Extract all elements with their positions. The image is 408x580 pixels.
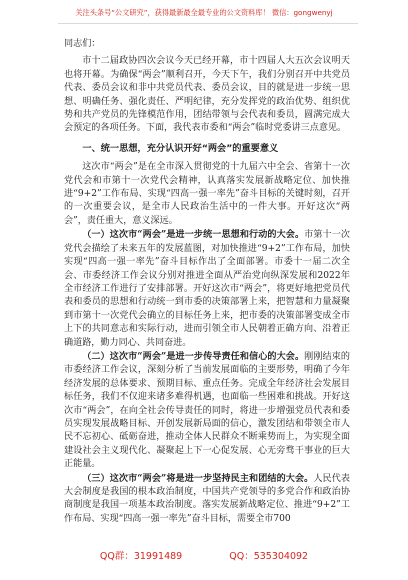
subsection-3-title: （三）这次市“两会”将是进一步坚持民主和团结的大会。	[82, 472, 314, 484]
header-divider	[58, 23, 358, 24]
subsection-1-body: 市第十一次党代会描绘了未来五年的发展蓝图，对加快推进“9+2”工作布局，加快实现“四高一强一率先”奋斗目标作出了全面部署。市委十一届二次全会、市委经济工作会议分别对推进全面从严治党向纵深发展和2022年全市经济工作进行了安排部署。开好这次市“两会”，将更好地把党员代表和委员的思想和行动统一到市委的决策部署上来，把智慧和力量凝聚到市第十一次党代会确立的目标任务上来，把市委的决策部署变成全市上下的共同意志和实际行动，进而引领全市人民朝着正确方向、沿着正确道路，勤力同心、共同奋进。	[64, 230, 350, 348]
footer-contact	[0, 548, 408, 562]
header-banner	[0, 0, 408, 18]
subsection-3-body: 人民代表大会制度是我国的根本政治制度，中国共产党领导的多党合作和政治协商制度是我国一项基本政治制度。落实发展新战略定位、推进“9+2”工作布局、实现“四高一强一率先”奋斗目标，需要全市700	[64, 473, 350, 524]
section-1-paragraph: 这次市“两会”是在全市深入贯彻党的十九届六中全会、省第十一次党代会和市第十一次党代会精神，认真落实发展新战略定位、加快推进“9+2”工作布局、实现“四高一强一率先”奋斗目标的关键时刻，召开的一次重要会议，是全市人民政治生活中的一件大事。开好这次“两会”，责任重大，意义深远。	[64, 162, 350, 226]
document-body	[64, 38, 350, 526]
subsection-2	[64, 350, 350, 472]
header-text: 关注头条号“公文研究”，获得最新最全最专业的公文资料库！ 微信：gongwenyj	[75, 8, 333, 17]
footer-qq-group: QQ群：31991489	[99, 551, 183, 562]
subsection-2-body: 刚刚结束的市委经济工作会议，深刻分析了当前发展面临的主要形势，明确了今年经济发展的总体要求、预期目标、重点任务。完成全年经济社会发展目标任务，我们不仅迎来诸多难得机遇，也面临一些困难和挑战。开好这次市“两会”，在向全社会传导责任的同时，将进一步增强党员代表和委员实现发展战略目标、开创发展新局面的信心，激发团结和带领全市人民不忘初心、砥砺奋进，推动全体人民群众不断乘势而上，为实现全面建设社会主义现代化、凝聚起上下一心促发展、心无旁骛干事业的巨大正能量。	[64, 351, 350, 470]
footer-qq: QQ：535304092	[229, 551, 309, 562]
section-heading-1: 一、统一思想，充分认识开好“两会”的重要意义	[82, 142, 279, 154]
subsection-1-title: （一）这次市“两会”是进一步统一思想和行动的大会。	[82, 229, 305, 241]
greeting: 同志们：	[64, 39, 101, 49]
subsection-3	[64, 472, 350, 527]
subsection-2-title: （二）这次市“两会”是进一步传导责任和信心的大会。	[82, 350, 305, 362]
intro-paragraph: 市十二届政协四次会议今天已经开幕，市十四届人大五次会议明天也将开幕。为确保“两会”顺利召开，今天下午，我们分别召开中共党员代表、委员会议和非中共党员代表、委员会议，目的就是进一步统一思想、明确任务、强化责任、严明纪律，充分发挥党的政治优势、组织优势和共产党员的先锋模范作用，团结带领与会代表和委员，圆满完成大会预定的各项任务。下面，我代表市委和“两会”临时党委讲三点意见。	[64, 56, 350, 134]
subsection-1	[64, 228, 350, 350]
